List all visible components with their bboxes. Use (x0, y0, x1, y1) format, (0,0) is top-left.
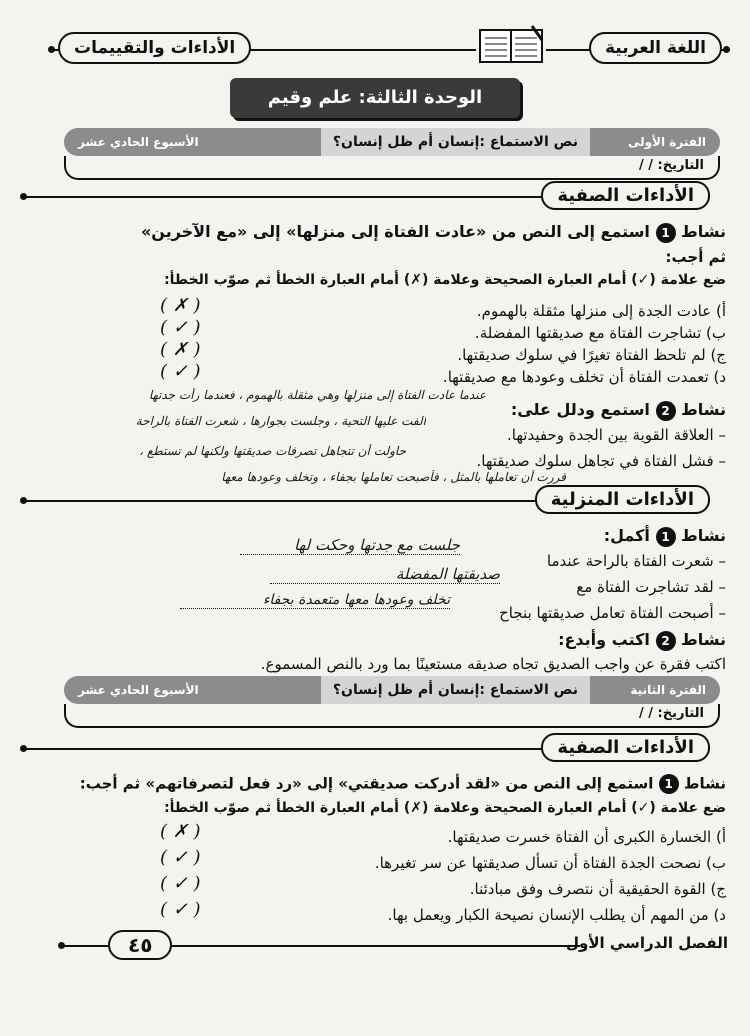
statement-text: أ) الخسارة الكبرى أن الفتاة خسرت صديقتها. (447, 828, 726, 846)
instruction-text: استمع ودلل على: (510, 400, 650, 419)
completion-text: – شعرت الفتاة بالراحة عندما (546, 552, 726, 570)
answer-mark: ( ✗ ) (160, 339, 201, 360)
period-bar (64, 128, 720, 156)
instruction-text: استمع إلى النص من «عادت الفتاة إلى منزلها» إلى «مع الآخرين» (140, 222, 650, 241)
instruction-text: استمع إلى النص من «لقد أدركت صديقتي» إلى «رد فعل لتصرفاتهم» ثم أجب: (79, 774, 654, 793)
activity-label: نشاط (683, 774, 726, 793)
rule-dot (20, 745, 27, 752)
activity-instruction (24, 222, 726, 243)
instruction-continued: ثم أجب: (665, 248, 726, 266)
activity-number: 1 (656, 223, 676, 243)
handwritten-answer: قررت أن تعاملها بالمثل ، فأصبحت تعاملها بجفاء ، وتخلف وعودها معها (221, 470, 566, 484)
activity-instruction (604, 526, 726, 547)
statement-text: ب) نصحت الجدة الفتاة أن تسأل صديقتها عن سر تغيرها. (374, 854, 726, 872)
section-title: الأداءات والتقييمات (58, 32, 251, 64)
page-number: ٤٥ (108, 930, 172, 960)
activity-number: 2 (656, 631, 676, 651)
activity-number: 2 (656, 401, 676, 421)
writing-prompt: اكتب فقرة عن واجب الصديق تجاه صديقه مستعينًا بما ورد بالنص المسموع. (260, 655, 726, 673)
handwritten-answer: حاولت أن تتجاهل تصرفات صديقتها ولكنها لم تستطع ، (139, 444, 406, 458)
handwritten-answer: جلست مع جدتها وحكت لها (240, 536, 460, 555)
lesson-title: نص الاستماع :إنسان أم ظل إنسان؟ (321, 128, 590, 156)
unit-title-banner: الوحدة الثالثة: علم وقيم (230, 78, 520, 118)
statement-item (24, 302, 726, 320)
activity-label: نشاط (681, 526, 726, 545)
period-label: الفترة الثانية (630, 683, 706, 697)
period-bar (64, 676, 720, 704)
date-field: التاريخ: / / (64, 156, 720, 180)
statement-text: ج) لم تلحظ الفتاة تغيرًا في سلوك صديقتها. (457, 346, 726, 364)
activity-number: 1 (659, 774, 679, 794)
activity-instruction (558, 630, 726, 651)
section-heading: الأداءات الصفية (541, 733, 710, 762)
rule-dot (20, 497, 27, 504)
evidence-item: – فشل الفتاة في تجاهل سلوك صديقتها. (476, 452, 726, 470)
activity-label: نشاط (681, 400, 726, 419)
section-heading: الأداءات المنزلية (535, 485, 710, 514)
activity-instruction (24, 774, 726, 794)
week-label: الأسبوع الحادي عشر (78, 683, 199, 697)
answer-mark: ( ✓ ) (160, 317, 201, 338)
statement-item (24, 854, 726, 872)
handwritten-answer: الفت عليها التحية ، وجلست بجوارها ، شعرت الفتاة بالراحة (135, 414, 426, 428)
answer-mark: ( ✓ ) (160, 361, 201, 382)
subject-title: اللغة العربية (589, 32, 722, 64)
activity-instruction (511, 400, 726, 421)
evidence-item: – العلاقة القوية بين الجدة وحفيدتها. (507, 426, 726, 444)
section-heading: الأداءات الصفية (541, 181, 710, 210)
week-label: الأسبوع الحادي عشر (78, 135, 199, 149)
instruction-text: اكتب وأبدع: (558, 630, 650, 649)
statement-text: ب) تشاجرت الفتاة مع صديقتها المفضلة. (474, 324, 726, 342)
instruction-text: أكمل: (603, 526, 650, 545)
completion-text: – أصبحت الفتاة تعامل صديقتها بنجاح (499, 604, 726, 622)
statement-item (24, 368, 726, 386)
lesson-title: نص الاستماع :إنسان أم ظل إنسان؟ (321, 676, 590, 704)
statement-item (24, 324, 726, 342)
period-label: الفترة الأولى (627, 135, 706, 149)
task-text: ضع علامة (✓) أمام العبارة الصحيحة وعلامة (✗) أمام العبارة الخطأ ثم صوّب الخطأ: (164, 800, 726, 816)
term-label: الفصل الدراسي الأول (566, 934, 728, 952)
handwritten-answer: تخلف وعودها معها متعمدة بجفاء (180, 592, 450, 609)
completion-text: – لقد تشاجرت الفتاة مع (576, 578, 726, 596)
answer-mark: ( ✓ ) (160, 873, 201, 894)
statement-text: أ) عادت الجدة إلى منزلها مثقلة بالهموم. (476, 302, 726, 320)
statement-item (24, 346, 726, 364)
statement-item (24, 880, 726, 898)
handwritten-answer: صديقتها المفضلة (270, 565, 500, 584)
answer-mark: ( ✓ ) (160, 899, 201, 920)
statement-text: د) تعمدت الفتاة أن تخلف وعودها مع صديقتها. (442, 368, 726, 386)
open-book-icon (476, 24, 546, 68)
handwritten-answer: عندما عادت الفتاة إلى منزلها وهي مثقلة بالهموم ، فعندما رأت جدتها (148, 388, 486, 402)
activity-label: نشاط (681, 630, 726, 649)
date-field: التاريخ: / / (64, 704, 720, 728)
statement-text: ج) القوة الحقيقية أن نتصرف وفق مبادئنا. (469, 880, 726, 898)
statement-item (24, 828, 726, 846)
task-text: ضع علامة (✓) أمام العبارة الصحيحة وعلامة (✗) أمام العبارة الخطأ ثم صوّب الخطأ: (164, 272, 726, 288)
answer-mark: ( ✓ ) (160, 847, 201, 868)
activity-label: نشاط (681, 222, 726, 241)
answer-mark: ( ✗ ) (160, 295, 201, 316)
statement-item (24, 906, 726, 924)
statement-text: د) من المهم أن يطلب الإنسان نصيحة الكبار ويعمل بها. (387, 906, 726, 924)
rule-dot (20, 193, 27, 200)
activity-number: 1 (656, 527, 676, 547)
answer-mark: ( ✗ ) (160, 821, 201, 842)
